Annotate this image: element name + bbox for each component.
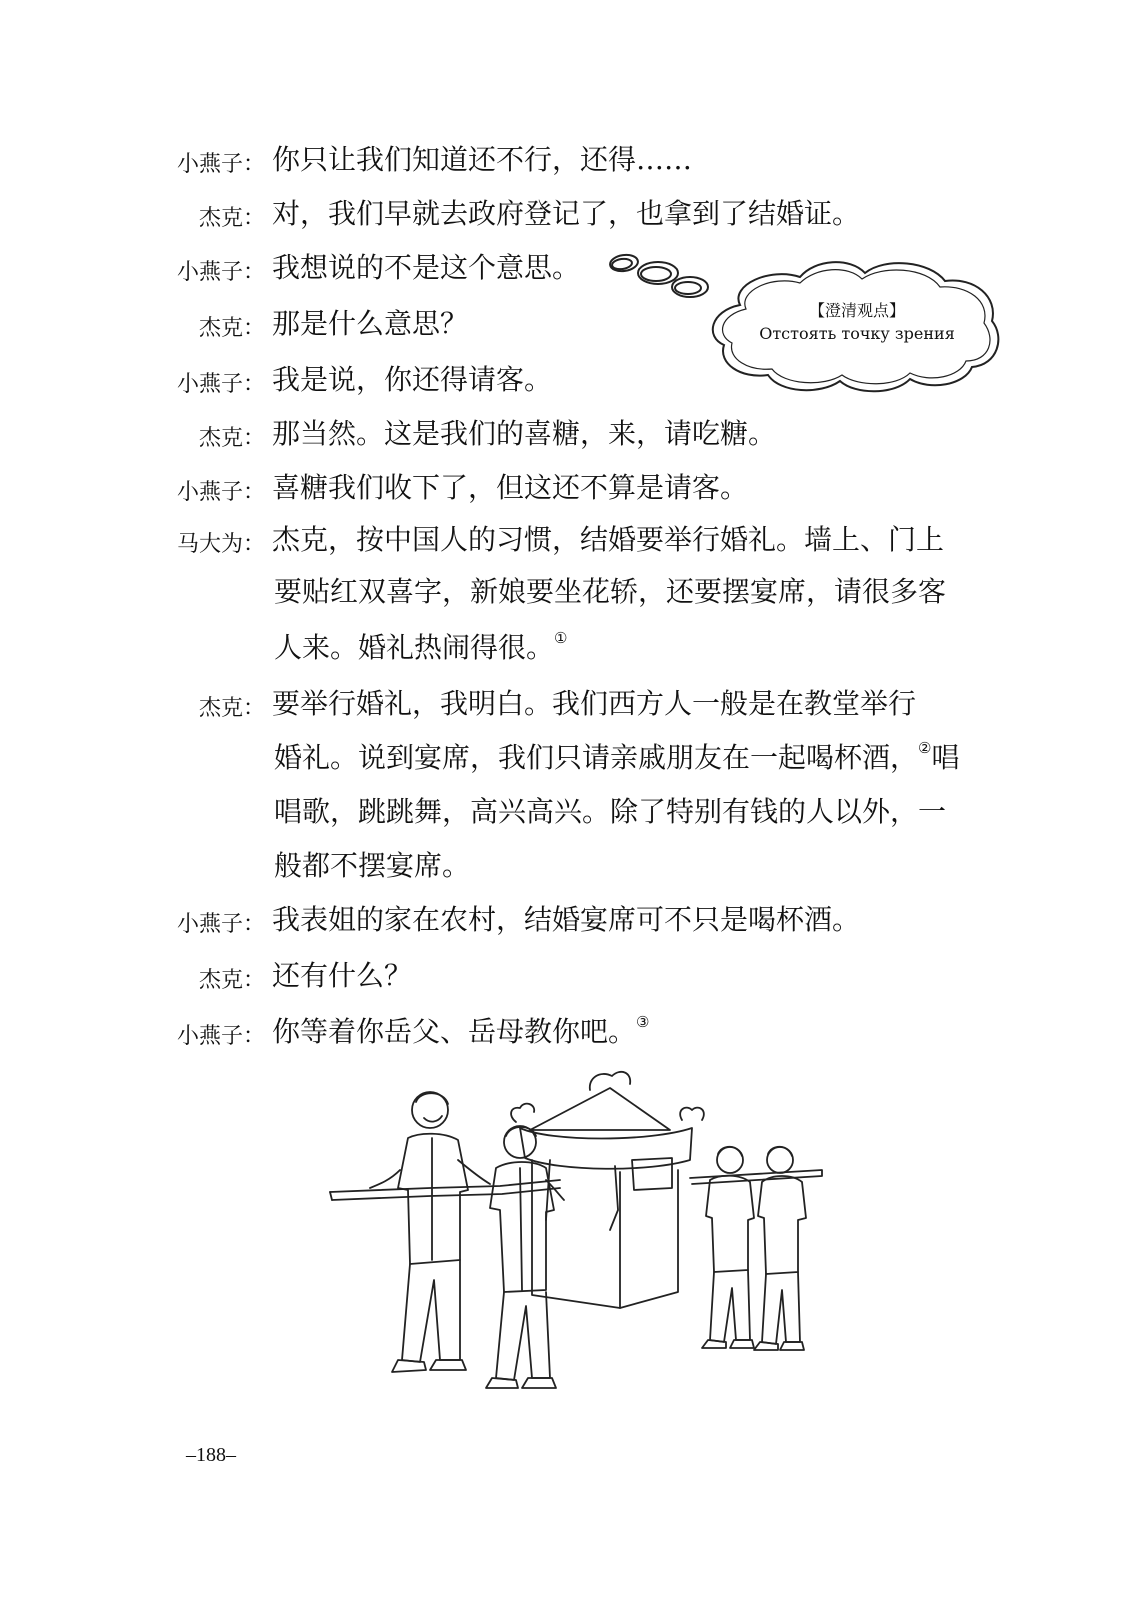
speaker: 杰克： [198,696,265,721]
dialogue-line [0,186,1132,242]
line-text: 般都不摆宴席。 [274,849,471,882]
line-text: 喜糖我们收下了，但这还不算是请客。 [272,471,749,504]
line-text: 人来。婚礼热闹得很。① [274,629,568,664]
speaker: 杰克： [198,206,265,231]
line-text: 你等着你岳父、岳母教你吧。③ [272,1013,650,1048]
line-text: 杰克，按中国人的习惯，结婚要举行婚礼。墙上、门上 [272,523,945,556]
sedan-chair-illustration [320,1060,840,1410]
speaker: 杰克： [198,968,265,993]
line-text: 唱歌，跳跳舞，高兴高兴。除了特别有钱的人以外，一 [274,795,947,828]
speaker: 小燕子： [176,152,265,177]
line-text: 要举行婚礼，我明白。我们西方人一般是在教堂举行 [272,687,917,720]
dialogue-line-continued [0,730,1132,786]
dialogue-line [0,1004,1132,1060]
line-text: 我表姐的家在农村，结婚宴席可不只是喝杯酒。 [272,903,861,936]
dialogue-line [0,132,1132,188]
line-text: 婚礼。说到宴席，我们只请亲戚朋友在一起喝杯酒，②唱 [274,739,960,774]
dialogue-line [0,948,1132,1004]
speaker: 小燕子： [176,260,265,285]
line-text: 那当然。这是我们的喜糖，来，请吃糖。 [272,417,777,450]
speaker: 马大为： [176,532,265,557]
page-number: –188– [186,1444,236,1466]
line-text: 我是说，你还得请客。 [272,363,553,396]
dialogue-line-continued [0,564,1132,620]
footnote-marker: ① [554,629,568,647]
line-text: 你只让我们知道还不行，还得…… [272,143,693,176]
dialogue-line [0,406,1132,462]
footnote-marker: ② [918,739,932,757]
line-text: 要贴红双喜字，新娘要坐花轿，还要摆宴席，请很多客 [274,575,947,608]
dialogue-line [0,676,1132,732]
line-text: 我想说的不是这个意思。 [272,251,581,284]
speaker: 小燕子： [176,912,265,937]
line-text: 还有什么？ [272,959,413,992]
dialogue-line [0,892,1132,948]
dialogue-line-continued [0,838,1132,894]
speaker: 杰克： [198,316,265,341]
line-text: 对，我们早就去政府登记了，也拿到了结婚证。 [272,197,861,230]
speaker: 小燕子： [176,1024,265,1049]
callout-subtitle: Отстоять точку зрения [759,324,955,343]
dialogue-line-continued [0,620,1132,676]
dialogue-line [0,460,1132,516]
speaker: 小燕子： [176,372,265,397]
speaker: 小燕子： [176,480,265,505]
speaker: 杰克： [198,426,265,451]
dialogue-line [0,512,1132,568]
callout-title: 【澄清观点】 [808,301,905,320]
dialogue-line-continued [0,784,1132,840]
footnote-marker: ③ [636,1013,650,1031]
line-text: 那是什么意思？ [272,307,469,340]
